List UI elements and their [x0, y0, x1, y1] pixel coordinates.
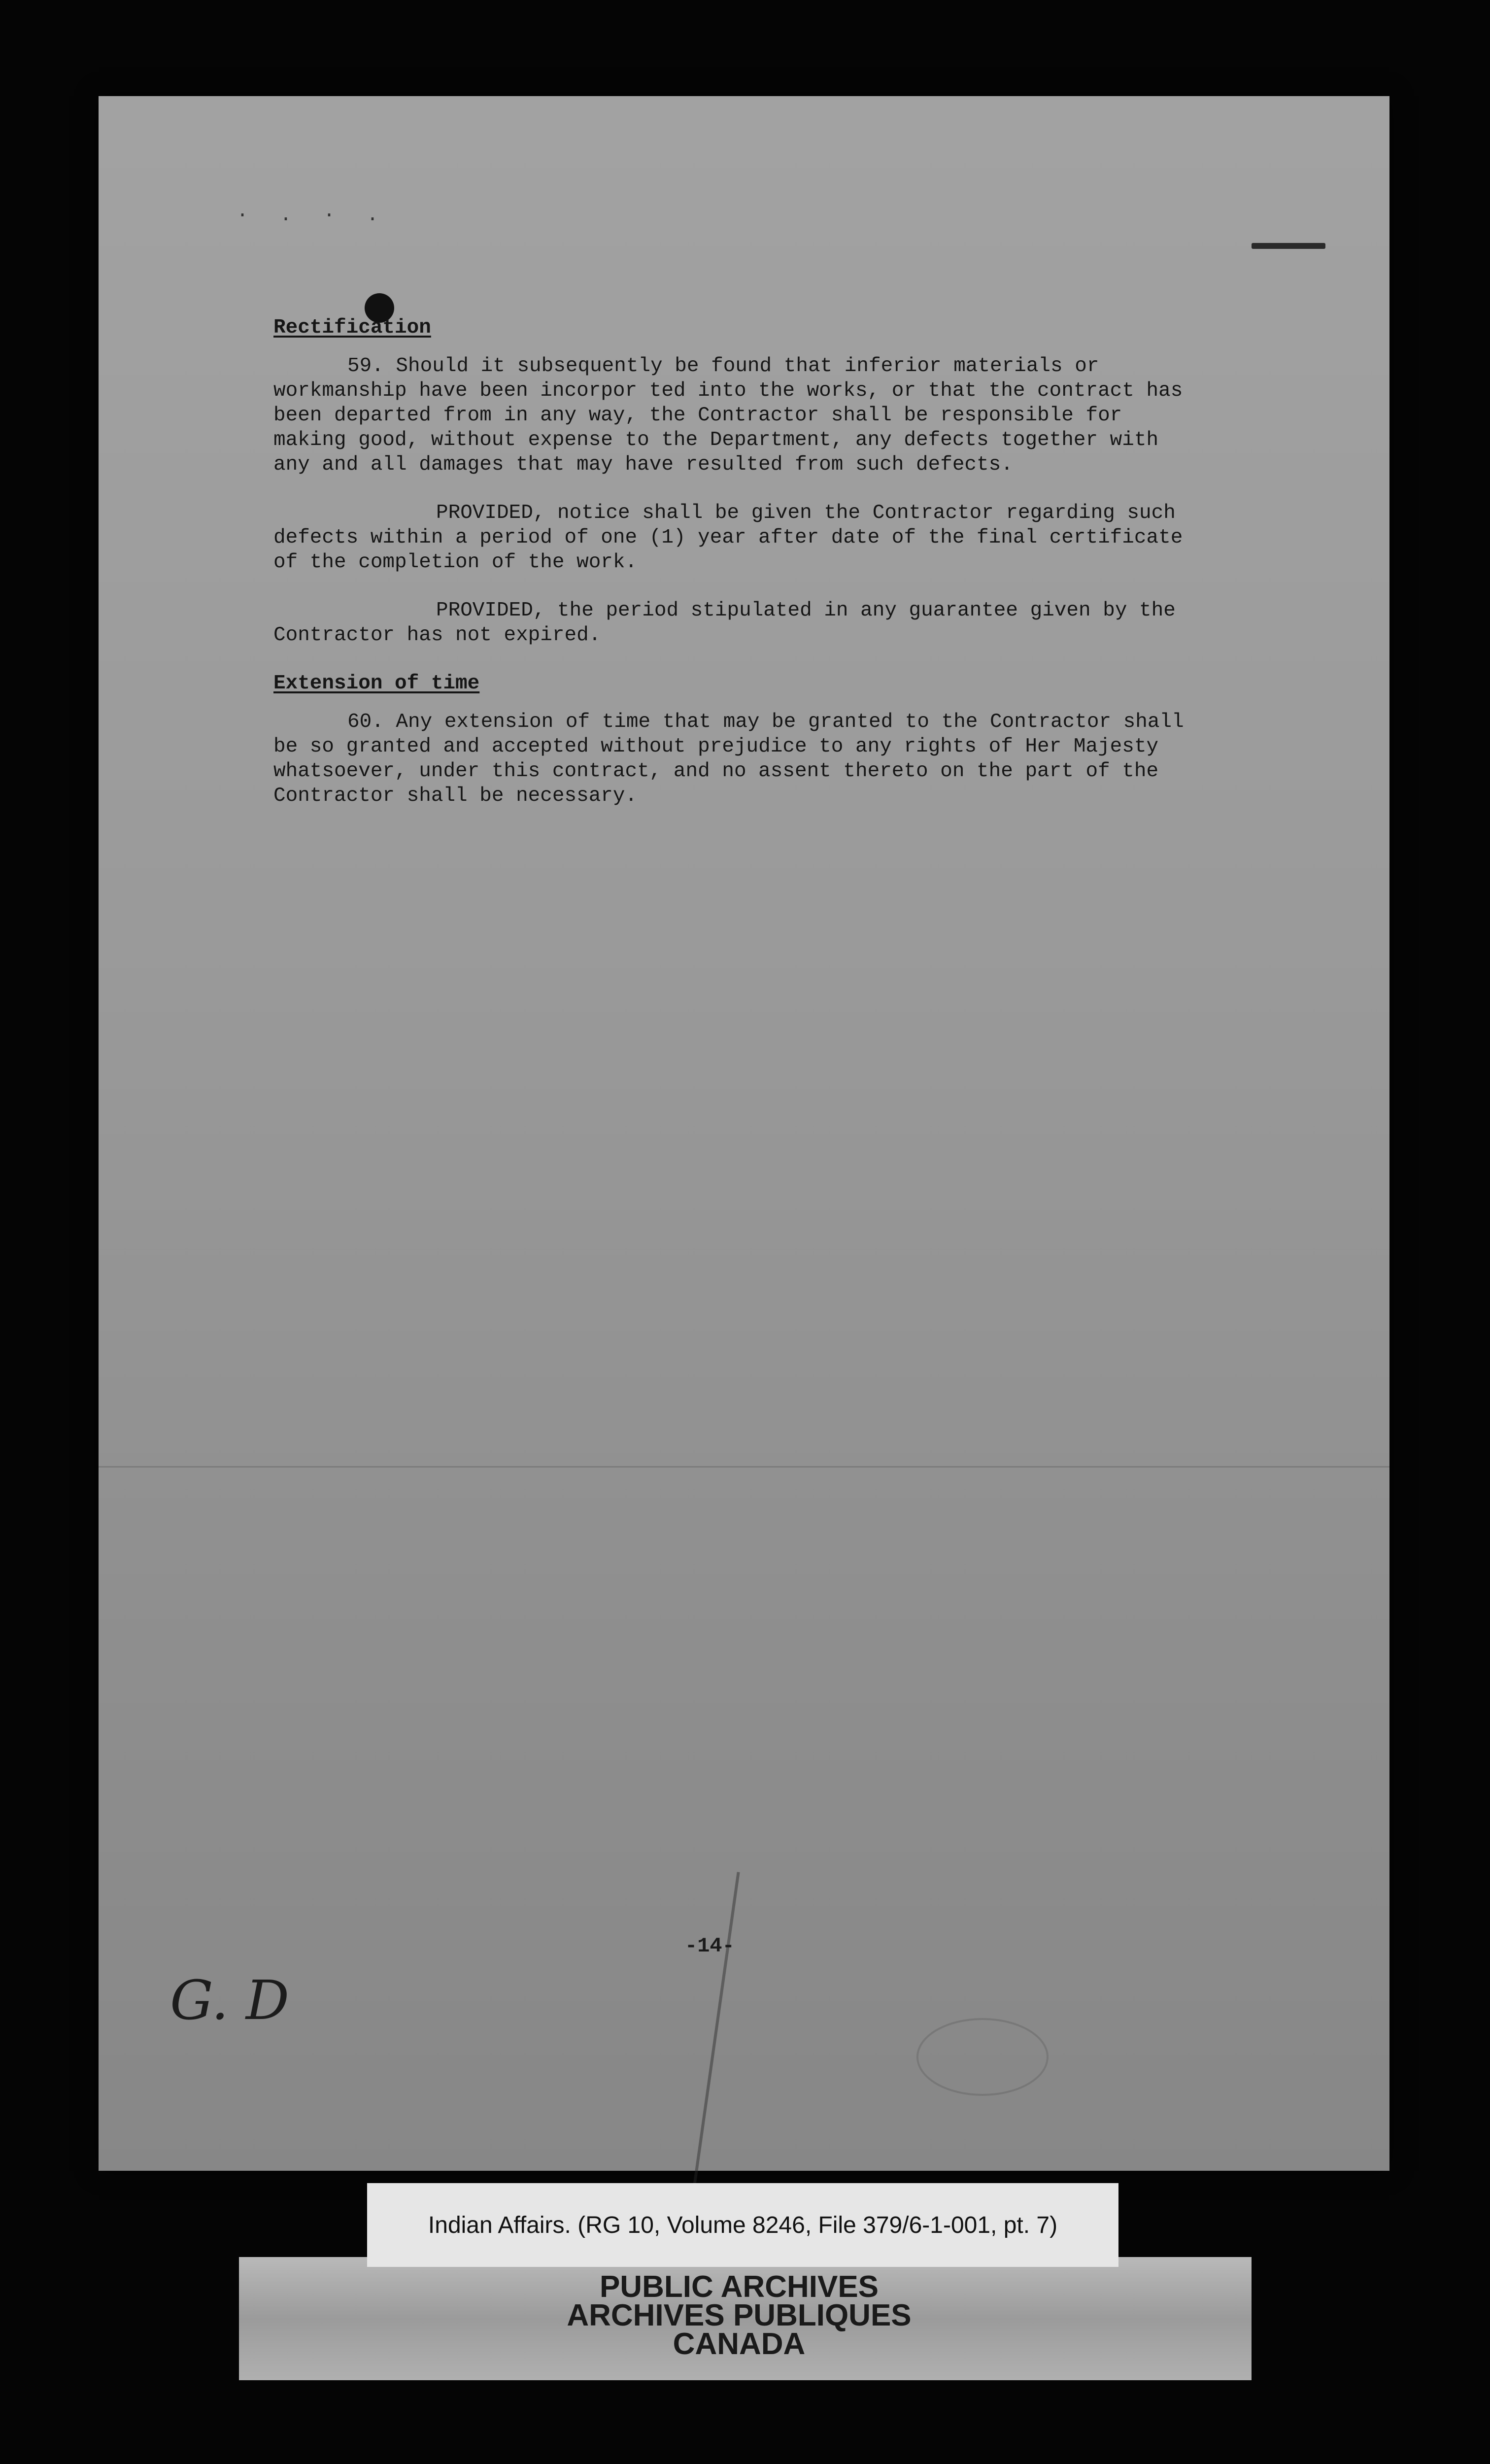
- handwritten-initials: G. D: [170, 1969, 290, 2032]
- proviso-guarantee: PROVIDED, the period stipulated in any guarantee given by the Contractor has not expired.: [273, 599, 1176, 647]
- archive-stamp: [493, 2270, 985, 2361]
- heading-extension-of-time: Extension of time: [273, 672, 480, 695]
- page-fold: [99, 1466, 1389, 1468]
- archive-reference-label: Indian Affairs. (RG 10, Volume 8246, File 379/6-1-001, pt. 7): [367, 2183, 1118, 2267]
- page-number: -14-: [685, 1934, 735, 1958]
- paragraph-60: 60. Any extension of time that may be granted to the Contractor shall be so granted and accepted without prejudice to any rights of Her Majesty whatsoever, under this contract, and no assent thereto on the part of the Contractor shall be necessary.: [273, 711, 1184, 807]
- proviso-notice: PROVIDED, notice shall be given the Contractor regarding such defects within a period of one (1) year after date of the final certificate of the completion of the work.: [273, 502, 1183, 574]
- paragraph-59: 59. Should it subsequently be found that inferior materials or workmanship have been incorpor ted into the works, or that the contract has been departed from in any way, the Contractor shall be responsible for making good, without expense to the Department, any defects together with any and all damages that may have resulted from such defects.: [273, 355, 1183, 476]
- archive-stamp-line-2: ARCHIVES PUBLIQUES: [567, 2298, 912, 2332]
- document-body: [273, 315, 1190, 832]
- scan-specks: · . · .: [237, 205, 389, 227]
- heading-rectification: Rectification: [273, 316, 431, 339]
- faint-stamp: [916, 2018, 1049, 2096]
- archive-stamp-line-1: PUBLIC ARCHIVES: [599, 2270, 879, 2304]
- archive-stamp-line-3: CANADA: [673, 2327, 806, 2361]
- corner-mark: [1252, 243, 1325, 249]
